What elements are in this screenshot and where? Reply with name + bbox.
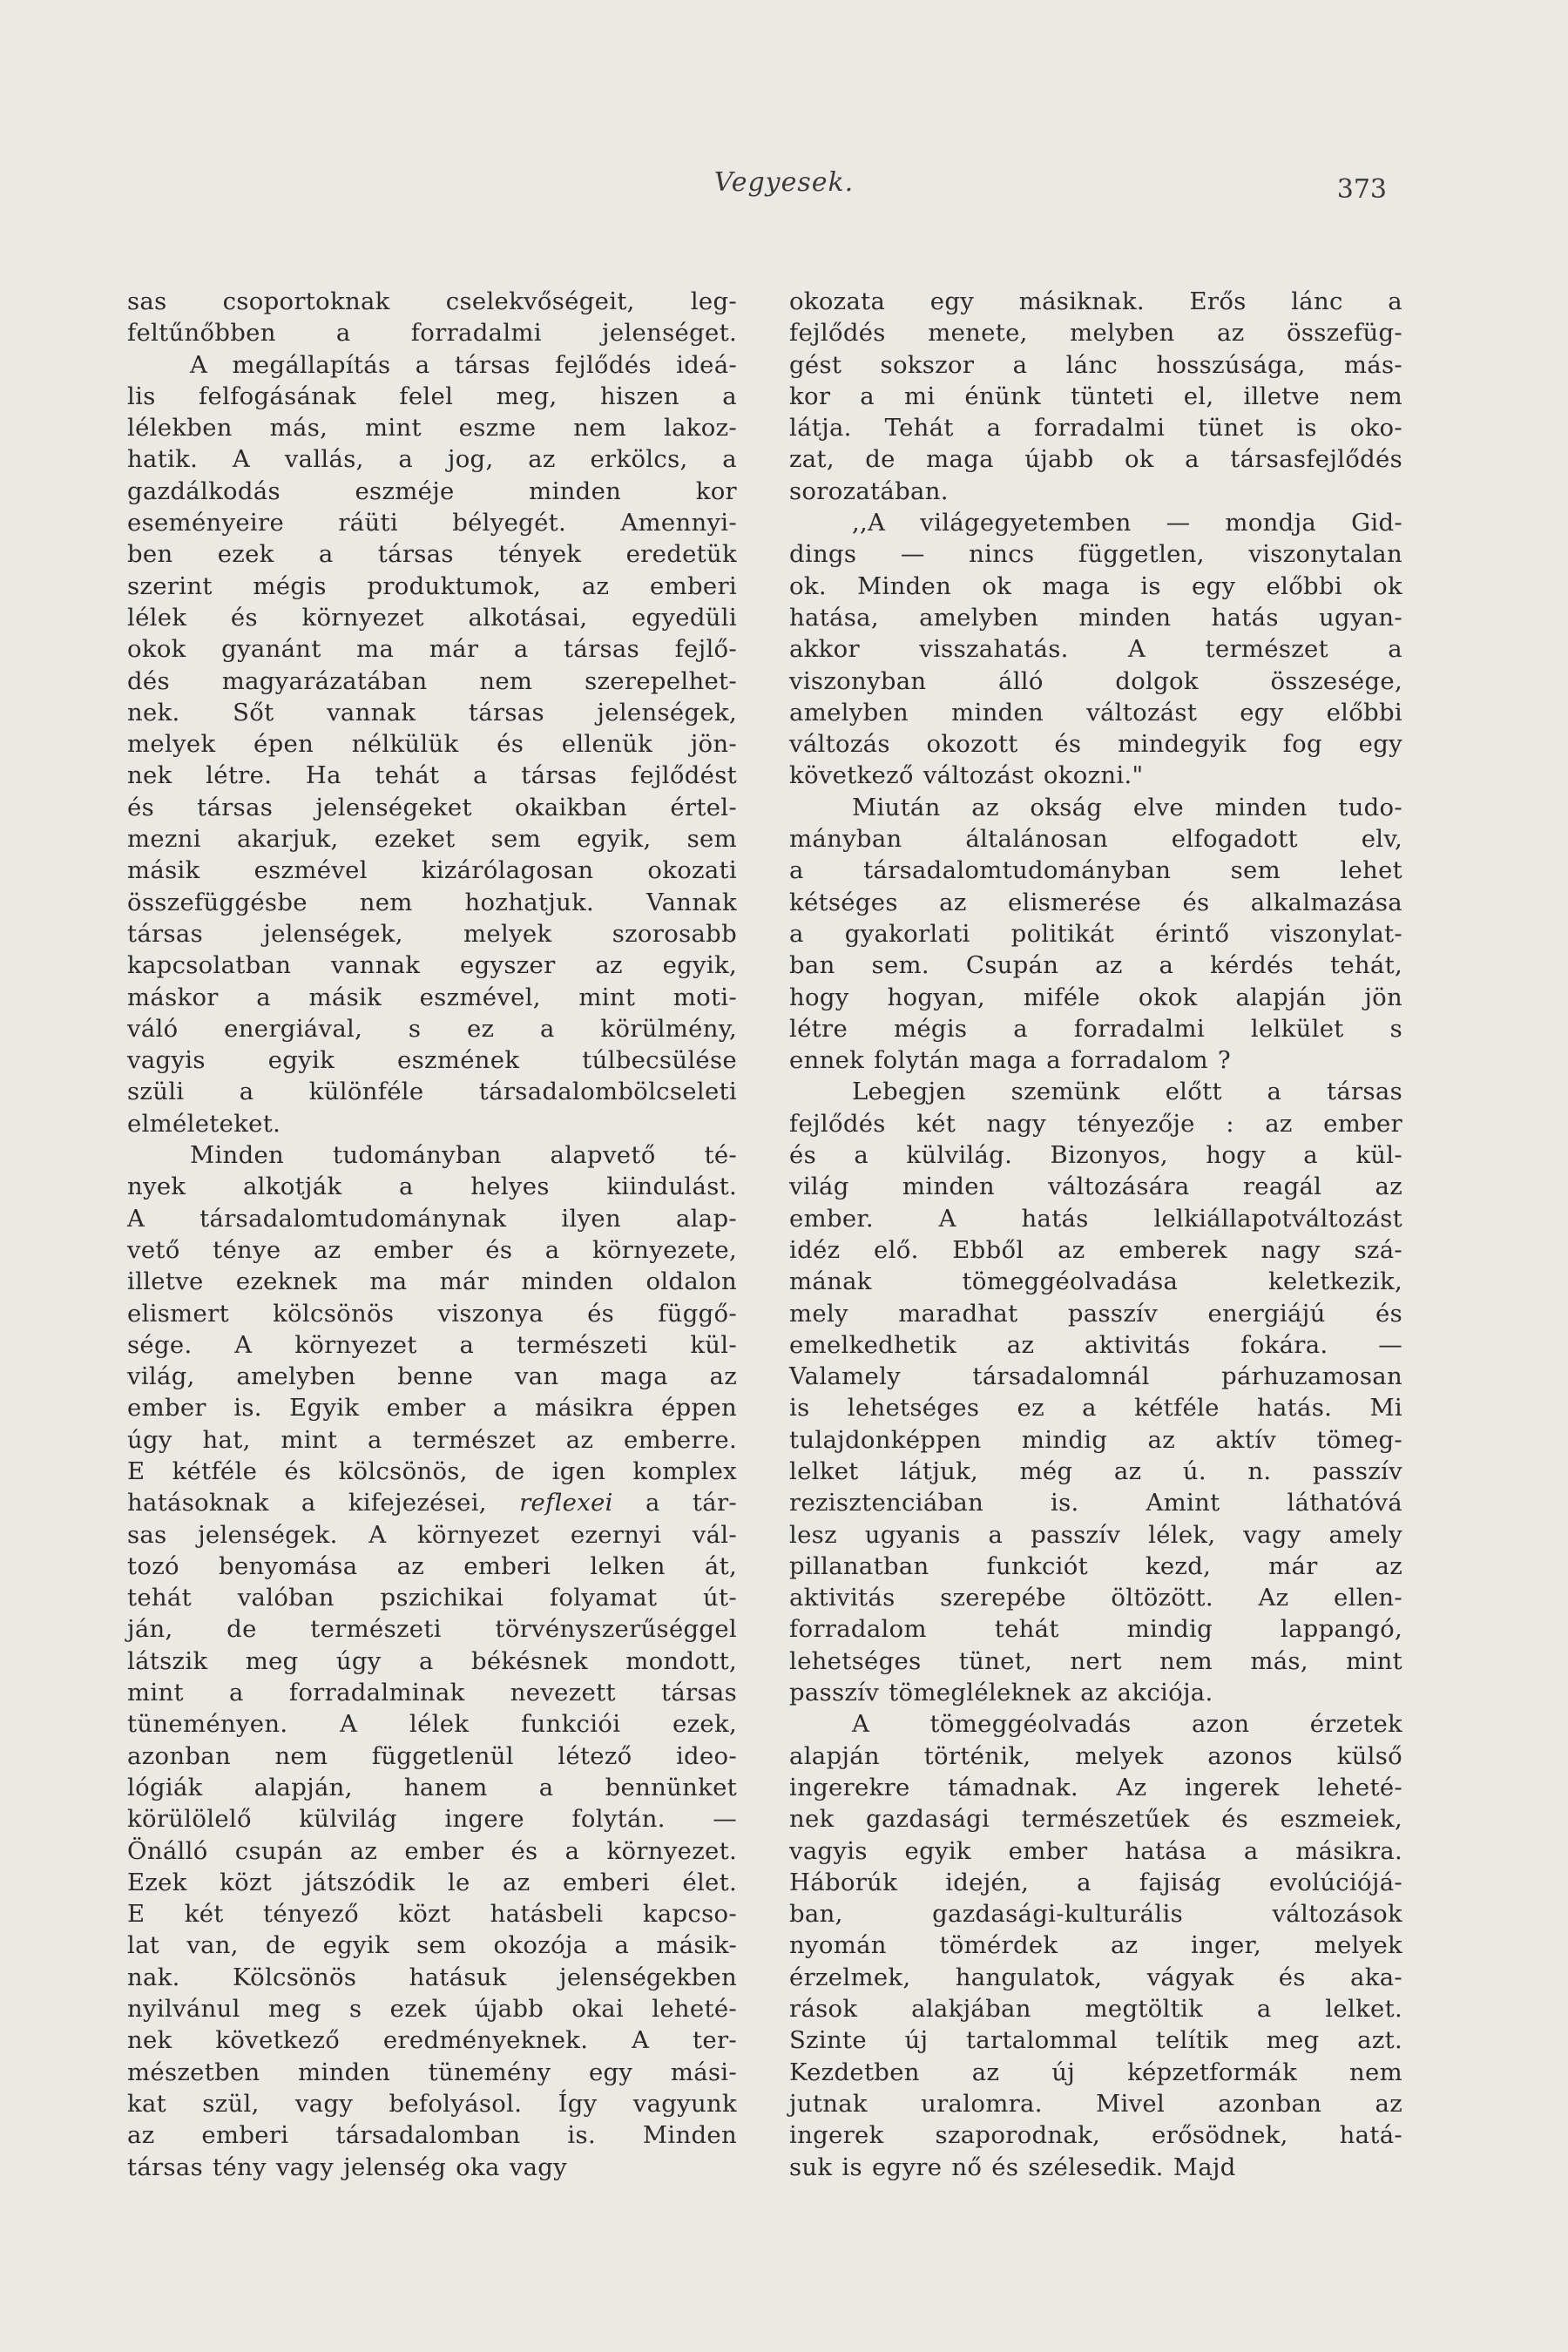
text-line: Kezdetben az új képzetformák nem (789, 2058, 1402, 2086)
text-line: és társas jelenségeket okaikban értel- (127, 793, 737, 821)
text-line: gést sokszor a lánc hosszúsága, más- (789, 350, 1402, 379)
text-line: aktivitás szerepébe öltözött. Az ellen- (789, 1584, 1402, 1612)
text-line: mának tömeggéolvadása keletkezik, (789, 1267, 1402, 1296)
text-line: hatása, amelyben minden hatás ugyan- (789, 603, 1402, 632)
left-text-column (127, 286, 737, 2183)
text-line: Valamely társadalomnál párhuzamosan (789, 1362, 1402, 1391)
text-line: változás okozott és mindegyik fog egy (789, 730, 1402, 759)
text-line: világ minden változására reagál az (789, 1173, 1402, 1201)
text-line: lélekben más, mint eszme nem lakoz- (127, 414, 737, 443)
text-line: ben ezek a társas tények eredetük (127, 540, 737, 569)
text-line: elméleteket. (127, 1109, 281, 1138)
text-line: elismert kölcsönös viszonya és függő- (127, 1299, 737, 1328)
text-line: ember is. Egyik ember a másikra éppen (127, 1394, 737, 1423)
text-line: emelkedhetik az aktivitás fokára. — (789, 1330, 1402, 1359)
text-line: nyomán tömérdek az inger, melyek (789, 1931, 1402, 1960)
text-line: Háborúk idején, a fajiság evolúciójá- (789, 1868, 1402, 1896)
text-line: mely maradhat passzív energiájú és (789, 1299, 1402, 1328)
text-line: melyek épen nélkülük és ellenük jön- (127, 730, 737, 759)
text-line: vető ténye az ember és a környezete, (127, 1235, 737, 1264)
text-line: ingerek szaporodnak, erősödnek, hatá- (789, 2121, 1402, 2150)
text-line: Miután az okság elve minden tudo- (852, 793, 1402, 821)
text-line: sas csoportoknak cselekvőségeit, leg- (127, 287, 737, 315)
text-line: rások alakjában megtöltik a lelket. (789, 1995, 1402, 2024)
text-line: feltűnőbben a forradalmi jelenséget. (127, 319, 737, 348)
text-line: hatik. A vallás, a jog, az erkölcs, a (127, 445, 737, 474)
text-line: forradalom tehát mindig lappangó, (789, 1615, 1402, 1644)
text-line: E kétféle és kölcsönös, de igen komplex (127, 1456, 737, 1485)
running-title: Vegyesek. (713, 167, 855, 198)
text-line: társas jelenségek, melyek szorosabb (127, 919, 737, 948)
text-line: eseményeire ráüti bélyegét. Amennyi- (127, 509, 737, 537)
text-line: tulajdonképpen mindig az aktív tömeg- (789, 1425, 1402, 1454)
text-line: lelket látjuk, még az ú. n. passzív (789, 1456, 1402, 1485)
text-line: akkor visszahatás. A természet a (789, 635, 1402, 664)
text-line: a gyakorlati politikát érintő viszonylat- (789, 919, 1402, 948)
text-line: E két tényező közt hatásbeli kapcso- (127, 1900, 737, 1929)
text-line: ok. Minden ok maga is egy előbbi ok (789, 571, 1402, 600)
text-line: dés magyarázatában nem szerepelhet- (127, 666, 737, 695)
text-line: kor a mi énünk tünteti el, illetve nem (789, 382, 1402, 410)
text-line: lat van, de egyik sem okozója a másik- (127, 1931, 737, 1960)
text-line: vagyis egyik eszmének túlbecsülése (127, 1046, 737, 1075)
text-line: lógiák alapján, hanem a bennünket (127, 1773, 737, 1801)
text-line: szüli a különféle társadalombölcseleti (127, 1078, 737, 1106)
text-line: is lehetséges ez a kétféle hatás. Mi (789, 1394, 1402, 1423)
text-line: jutnak uralomra. Mivel azonban az (789, 2089, 1402, 2118)
text-line: amelyben minden változást egy előbbi (789, 698, 1402, 727)
text-line: vagyis egyik ember hatása a másikra. (789, 1836, 1402, 1865)
text-line: Szinte új tartalommal telítik meg azt. (789, 2026, 1402, 2055)
text-line: következő változást okozni." (789, 761, 1144, 790)
text-line: lélek és környezet alkotásai, egyedüli (127, 603, 737, 632)
text-line: nek. Sőt vannak társas jelenségek, (127, 698, 737, 727)
text-line: úgy hat, mint a természet az emberre. (127, 1425, 737, 1454)
text-line: lesz ugyanis a passzív lélek, vagy amely (789, 1520, 1402, 1549)
text-line: okok gyanánt ma már a társas fejlő- (127, 635, 737, 664)
text-line: ban, gazdasági-kulturális változások (789, 1900, 1402, 1929)
text-line: ,,A világegyetemben — mondja Gid- (852, 509, 1402, 537)
text-line: összefüggésbe nem hozhatjuk. Vannak (127, 888, 737, 916)
text-line: ingerekre támadnak. Az ingerek leheté- (789, 1773, 1402, 1801)
text-line: kétséges az elismerése és alkalmazása (789, 888, 1402, 916)
text-line: illetve ezeknek ma már minden oldalon (127, 1267, 737, 1296)
text-line: sorozatában. (789, 476, 949, 505)
text-line: kapcsolatban vannak egyszer az egyik, (127, 951, 737, 980)
text-line: fejlődés menete, melyben az összefüg- (789, 319, 1402, 348)
text-line: látja. Tehát a forradalmi tünet is oko- (789, 414, 1402, 443)
text-line: kat szül, vagy befolyásol. Így vagyunk (127, 2089, 737, 2118)
italic-term: reflexei (519, 1489, 613, 1517)
text-line: mányban általánosan elfogadott elv, (789, 825, 1402, 854)
text-line: hatásoknak a kifejezései, reflexei a tár- (127, 1489, 737, 1517)
text-line: mezni akarjuk, ezeket sem egyik, sem (127, 825, 737, 854)
text-line: lis felfogásának felel meg, hiszen a (127, 382, 737, 410)
text-line: azonban nem függetlenül létező ideo- (127, 1741, 737, 1770)
text-line: lehetséges tünet, nert nem más, mint (789, 1646, 1402, 1675)
text-line: mészetben minden tünemény egy mási- (127, 2058, 737, 2086)
text-line: sége. A környezet a természeti kül- (127, 1330, 737, 1359)
text-line: világ, amelyben benne van maga az (127, 1362, 737, 1391)
text-line: alapján történik, melyek azonos külső (789, 1741, 1402, 1770)
text-line: passzív tömegléleknek az akciója. (789, 1679, 1213, 1707)
text-line: nek következő eredményeknek. A ter- (127, 2026, 737, 2055)
text-line: fejlődés két nagy tényezője : az ember (789, 1109, 1402, 1138)
text-line: viszonyban álló dolgok összesége, (789, 666, 1402, 695)
text-line: A társadalomtudománynak ilyen alap- (127, 1204, 737, 1233)
text-line: nek létre. Ha tehát a társas fejlődést (127, 761, 737, 790)
text-line: idéz elő. Ebből az emberek nagy szá- (789, 1235, 1402, 1264)
text-line: másik eszmével kizárólagosan okozati (127, 856, 737, 885)
right-text-column (789, 286, 1402, 2183)
text-line: körülölelő külvilág ingere folytán. — (127, 1805, 737, 1834)
text-line: tüneményen. A lélek funkciói ezek, (127, 1710, 737, 1739)
text-line: ennek folytán maga a forradalom ? (789, 1046, 1231, 1075)
text-line: nak. Kölcsönös hatásuk jelenségekben (127, 1963, 737, 1991)
text-line: érzelmek, hangulatok, vágyak és aka- (789, 1963, 1402, 1991)
text-line: váló energiával, s ez a körülmény, (127, 1014, 737, 1043)
text-line: tozó benyomása az emberi lelken át, (127, 1551, 737, 1580)
text-line: Minden tudományban alapvető té- (190, 1141, 737, 1170)
text-line: nek gazdasági természetűek és eszmeiek, (789, 1805, 1402, 1834)
page-number: 373 (1336, 174, 1387, 205)
text-line: és a külvilág. Bizonyos, hogy a kül- (789, 1141, 1402, 1170)
text-line: ban sem. Csupán az a kérdés tehát, (789, 951, 1402, 980)
text-line: nyilvánul meg s ezek újabb okai leheté- (127, 1995, 737, 2024)
text-line: létre mégis a forradalmi lelkület s (789, 1014, 1402, 1043)
text-line: pillanatban funkciót kezd, már az (789, 1551, 1402, 1580)
text-line: a társadalomtudományban sem lehet (789, 856, 1402, 885)
text-line: máskor a másik eszmével, mint moti- (127, 983, 737, 1011)
text-line: A tömeggéolvadás azon érzetek (852, 1710, 1402, 1739)
text-line: ján, de természeti törvényszerűséggel (127, 1615, 737, 1644)
text-line: tehát valóban pszichikai folyamat út- (127, 1584, 737, 1612)
text-line: mint a forradalminak nevezett társas (127, 1679, 737, 1707)
text-line: A megállapítás a társas fejlődés ideá- (190, 350, 737, 379)
text-line: nyek alkotják a helyes kiindulást. (127, 1173, 737, 1201)
text-line: Lebegjen szemünk előtt a társas (852, 1078, 1402, 1106)
text-line: hogy hogyan, miféle okok alapján jön (789, 983, 1402, 1011)
text-line: szerint mégis produktumok, az emberi (127, 571, 737, 600)
text-line: ember. A hatás lelkiállapotváltozást (789, 1204, 1402, 1233)
text-line: gazdálkodás eszméje minden kor (127, 476, 737, 505)
text-line: az emberi társadalomban is. Minden (127, 2121, 737, 2150)
text-line: látszik meg úgy a békésnek mondott, (127, 1646, 737, 1675)
text-line: társas tény vagy jelenség oka vagy (127, 2153, 568, 2181)
text-line: Ezek közt játszódik le az emberi élet. (127, 1868, 737, 1896)
text-line: okozata egy másiknak. Erős lánc a (789, 287, 1402, 315)
text-line: rezisztenciában is. Amint láthatóvá (789, 1489, 1402, 1517)
text-line: dings — nincs független, viszonytalan (789, 540, 1402, 569)
text-line: suk is egyre nő és szélesedik. Majd (789, 2153, 1236, 2181)
text-line: zat, de maga újabb ok a társasfejlődés (789, 445, 1402, 474)
text-line: sas jelenségek. A környezet ezernyi vál- (127, 1520, 737, 1549)
text-line: Önálló csupán az ember és a környezet. (127, 1836, 737, 1865)
